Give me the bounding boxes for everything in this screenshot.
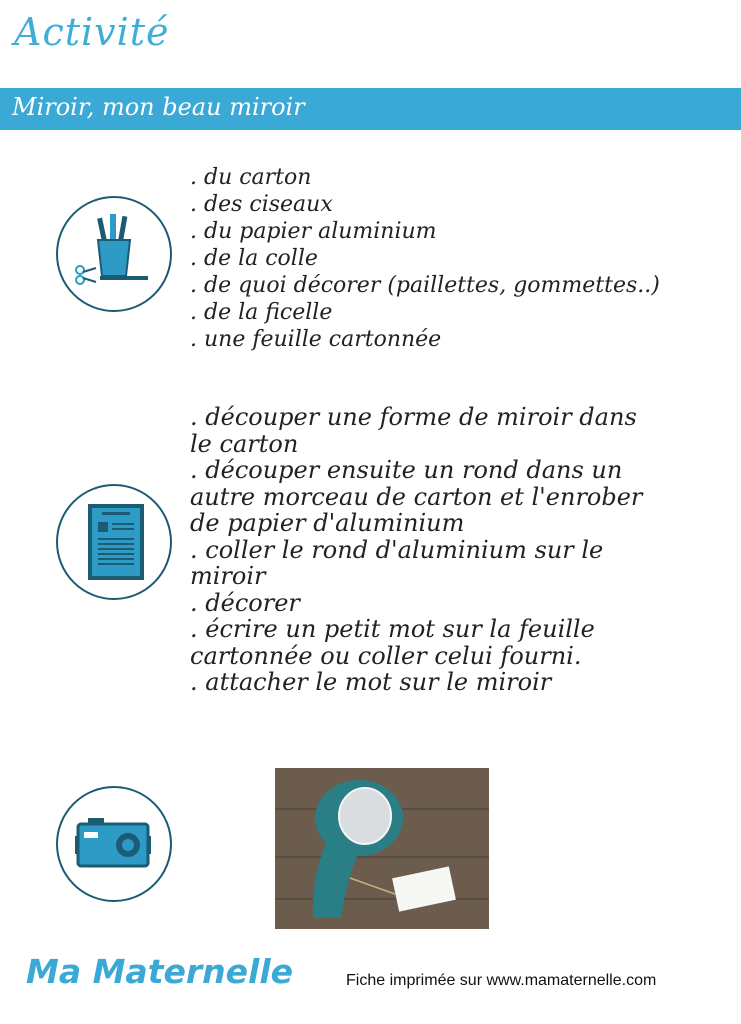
brand-logo: Ma Maternelle bbox=[26, 952, 294, 991]
material-item: . du papier aluminium bbox=[190, 219, 437, 244]
material-item: . de quoi décorer (paillettes, gommettes..) bbox=[190, 273, 660, 298]
step-line: de papier d'aluminium bbox=[190, 509, 465, 537]
step-line: . découper une forme de miroir dans bbox=[190, 403, 637, 431]
step-line: . découper ensuite un rond dans un bbox=[190, 456, 623, 484]
step-line: cartonnée ou coller celui fourni. bbox=[190, 641, 582, 670]
step-line: . décorer bbox=[190, 588, 300, 617]
material-item: . de la colle bbox=[190, 246, 318, 271]
step-line: le carton bbox=[190, 429, 299, 458]
material-item: . du carton bbox=[190, 165, 312, 190]
craft-photo bbox=[275, 768, 489, 929]
step-line: miroir bbox=[190, 562, 266, 590]
step-line: . écrire un petit mot sur la feuille bbox=[190, 615, 595, 643]
activity-subtitle: Miroir, mon beau miroir bbox=[12, 93, 305, 121]
photo-icon-circle bbox=[56, 786, 172, 902]
materials-list bbox=[190, 164, 660, 353]
material-item: . de la ficelle bbox=[190, 300, 333, 325]
material-item: . une feuille cartonnée bbox=[190, 327, 442, 352]
material-item: . des ciseaux bbox=[190, 192, 333, 217]
pencil-cup-icon bbox=[58, 198, 170, 310]
step-line: . coller le rond d'aluminium sur le bbox=[190, 535, 604, 564]
steps-list bbox=[190, 404, 642, 696]
steps-icon-circle bbox=[56, 484, 172, 600]
page-title: Activité bbox=[14, 10, 170, 54]
step-line: autre morceau de carton et l'enrober bbox=[190, 482, 643, 511]
footer-printed-text: Fiche imprimée sur www.mamaternelle.com bbox=[346, 972, 657, 989]
activity-banner bbox=[0, 88, 741, 130]
document-icon bbox=[58, 486, 170, 598]
materials-icon-circle bbox=[56, 196, 172, 312]
step-line: . attacher le mot sur le miroir bbox=[190, 668, 552, 696]
camera-icon bbox=[58, 788, 170, 900]
aluminium-disc bbox=[339, 788, 391, 844]
